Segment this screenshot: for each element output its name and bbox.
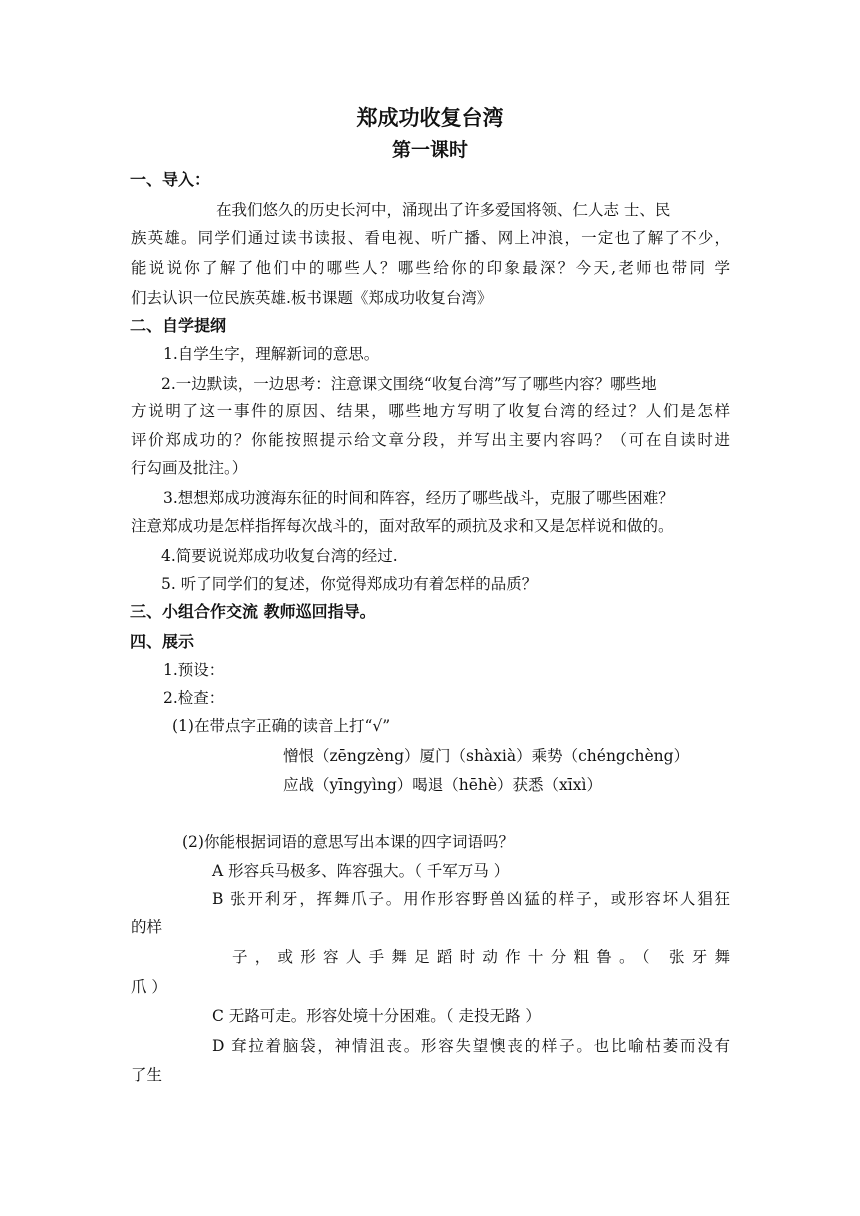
show-line: (1)在带点字正确的读音上打“√” (172, 717, 391, 735)
document-subtitle: 第一课时 (391, 139, 468, 161)
idiom-question-b: 子，或形容人手舞足蹈时动作十分粗鲁。（ 张牙舞 (232, 948, 730, 966)
self-study-line: 方说明了这一事件的原因、结果，哪些地方写明了收复台湾的经过？人们是怎样 (131, 402, 730, 420)
self-study-line: 4.简要说说郑成功收复台湾的经过. (161, 547, 398, 565)
intro-line: 在我们悠久的历史长河中，涌现出了许多爱国将领、仁人志 士、民 (216, 201, 671, 219)
idiom-question-b: B 张开利牙，挥舞爪子。用作形容野兽凶猛的样子，或形容坏人猖狂 (212, 890, 730, 908)
section-heading-self-study: 二、自学提纲 (130, 316, 227, 335)
show-line: (2)你能根据词语的意思写出本课的四字词语吗？ (182, 833, 514, 851)
idiom-question-b: 的样 (131, 918, 163, 936)
intro-line: 能说说你了解了他们中的哪些人？哪些给你的印象最深？今天,老师也带同 学 (131, 259, 730, 277)
section-heading-group: 三、小组合作交流 教师巡回指导。 (130, 602, 376, 621)
intro-line: 们去认识一位民族英雄.板书课题《郑成功收复台湾》 (131, 289, 493, 307)
idiom-question-a: A 形容兵马极多、阵容强大。（ 千军万马 ） (212, 862, 510, 880)
idiom-question-d: D 耷拉着脑袋，神情沮丧。形容失望懊丧的样子。也比喻枯萎而没有 (212, 1037, 730, 1055)
show-line: 1.预设： (163, 661, 225, 679)
self-study-line: 注意郑成功是怎样指挥每次战斗的，面对敌军的顽抗及求和又是怎样说和做的。 (131, 517, 674, 535)
idiom-question-d: 了生 (131, 1066, 163, 1084)
document-title: 郑成功收复台湾 (356, 105, 504, 130)
section-heading-intro: 一、导入： (130, 170, 211, 189)
idiom-question-b: 爪 ） (131, 978, 167, 996)
show-line: 2.检查： (163, 689, 225, 707)
pinyin-line: 憎恨（zēngzèng）厦门（shàxià）乘势（chéngchèng） (283, 747, 690, 765)
self-study-line: 5. 听了同学们的复述，你觉得郑成功有着怎样的品质？ (161, 575, 538, 593)
pinyin-line: 应战（yīngyìng）喝退（hēhè）获悉（xīxì） (283, 776, 602, 794)
intro-line: 族英雄。同学们通过读书读报、看电视、听广播、网上冲浪，一定也了解了不少， (131, 229, 730, 247)
self-study-line: 评价郑成功的？你能按照提示给文章分段，并写出主要内容吗？（可在自读时进 (131, 431, 730, 449)
self-study-line: 行勾画及批注。） (131, 459, 248, 477)
self-study-line: 2.一边默读，一边思考：注意课文围绕“收复台湾”写了哪些内容？哪些地 (161, 375, 657, 393)
idiom-question-c: C 无路可走。形容处境十分困难。（ 走投无路 ） (212, 1007, 541, 1025)
self-study-line: 1.自学生字，理解新词的意思。 (163, 345, 380, 363)
self-study-line: 3.想想郑成功渡海东征的时间和阵容，经历了哪些战斗，克服了哪些困难？ (163, 489, 674, 507)
section-heading-show: 四、展示 (130, 632, 195, 651)
